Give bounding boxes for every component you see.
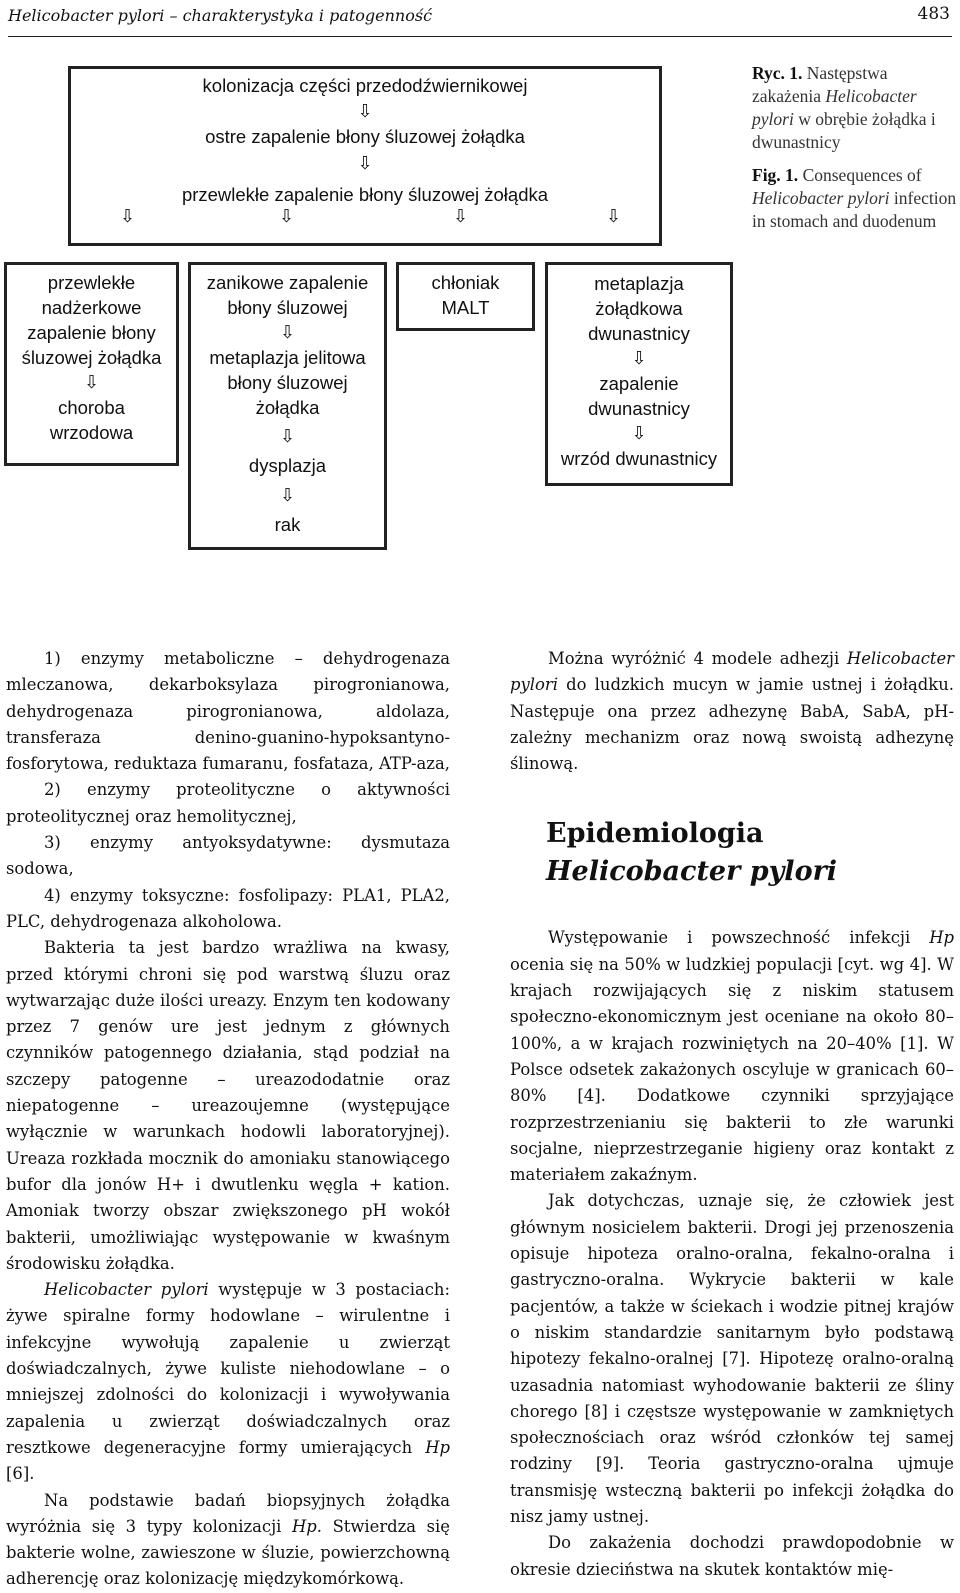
running-header <box>8 0 952 37</box>
down-arrow-icon: ⇩ <box>83 372 100 393</box>
text: do ludzkich mucyn w jamie ustnej i żołądku. Następuje ona przez adhezynę BabA, SabA, pH-zależny mechanizm oraz nową swoistą adhezynę ślinową. <box>510 675 954 774</box>
box-line: zapalenie błony <box>27 322 156 343</box>
outcome-box-duodenal <box>545 262 733 486</box>
text: występuje w 3 postaciach: żywe spiralne formy hodowlane – wirulentne i infekcyjne wywołują zapalenie u zwierząt doświadczalnych, żywe kuliste niehodowlane – o mniejszej zdolności do kolonizacji i wywoływania zapalenia u zwierząt doświadczalnych oraz resztkowe degeneracyjne formy umierających <box>6 1280 450 1457</box>
top-line-1: kolonizacja części przedodźwiernikowej <box>202 75 528 96</box>
top-box <box>68 66 662 246</box>
box-line: zanikowe zapalenie <box>206 272 369 293</box>
species-abbr: Hp. <box>292 1516 322 1536</box>
heading-line: Epidemiologia <box>546 818 764 850</box>
box-line: wrzód dwunastnicy <box>560 448 718 469</box>
box-line: metaplazja <box>594 273 684 294</box>
paragraph: Jak dotychczas, uznaje się, że człowiek jest głównym nosicielem bakterii. Drogi jej przenoszenia opisuje hipoteza oralno-oralna, fekalno-oralna i gastryczno-oralna. Wykrycie bakterii w kale pacjentów, a także w ściekach i wodzie pitnej krajów o niskim standardzie sanitarnym było podstawą hipotezy fekalno-oralnej [7]. Hipotezę oralno-oralną uzasadnia natomiast wyhodowanie bakterii ze śliny chorego [8] i częstsze występowanie w zamkniętych społecznościach oraz wśród członków tej samej rodziny [9]. Teoria gastryczno-oralna ujmuje transmisję wsteczną bakterii po infekcji żołądka do nisz jamy ustnej. <box>510 1191 954 1527</box>
caption-pl <box>752 62 958 154</box>
left-column <box>6 646 450 1593</box>
paragraph <box>6 1488 450 1593</box>
text: Na podstawie badań biopsyjnych żołądka wyróżnia się 3 typy kolonizacji <box>6 1490 450 1536</box>
paragraph <box>510 646 954 777</box>
box-line: śluzowej żołądka <box>21 347 162 368</box>
down-arrow-icon: ⇩ <box>357 153 373 174</box>
species-name: Helicobacter pylori <box>510 649 955 695</box>
species-abbr: Hp <box>425 1437 450 1457</box>
box-line: żołądkowa <box>595 298 683 319</box>
paragraph: 3) enzymy antyoksydatywne: dysmutaza sodowa, <box>6 833 450 879</box>
caption-species: Helicobacter pylori <box>752 86 917 129</box>
heading-species: Helicobacter pylori <box>546 856 838 888</box>
down-arrow-icon: ⇩ <box>357 101 373 122</box>
box-line: chłoniak <box>431 272 500 293</box>
top-line-3: przewlekłe zapalenie błony śluzowej żołądka <box>181 184 549 205</box>
box-line: żołądka <box>255 397 320 418</box>
figure-caption <box>752 62 958 243</box>
box-line: rak <box>274 514 301 535</box>
paragraph: 1) enzymy metaboliczne – dehydrogenaza mleczanowa, dekarboksylaza pirogronianowa, dehydrogenaza pirogronianowa, aldolaza, transferaza denino-guanino-hypoksantyno-fosforytowa, reduktaza fumaranu, fosfataza, ATP-aza, <box>6 649 450 774</box>
caption-text: infection in stomach and duodenum <box>752 188 957 231</box>
paragraph <box>6 1277 450 1487</box>
down-arrow-icon: ⇩ <box>606 206 622 227</box>
down-arrow-icon: ⇩ <box>279 485 296 506</box>
right-column <box>510 646 954 1583</box>
paragraph: Do zakażenia dochodzi prawdopodobnie w okresie dzieciństwa na skutek kontaktów mię- <box>510 1533 954 1579</box>
caption-en <box>752 164 958 233</box>
outcome-box-atrophic-gastritis <box>188 262 387 550</box>
down-arrow-icon: ⇩ <box>631 423 647 444</box>
page-number: 483 <box>917 4 950 24</box>
paragraph: 2) enzymy proteolityczne o aktywności proteolitycznej oraz hemolitycznej, <box>6 780 450 826</box>
paragraph: Bakteria ta jest bardzo wrażliwa na kwasy, przed którymi chroni się pod warstwą śluzu oraz wytwarzając duże ilości ureazy. Enzym ten kodowany przez 7 genów ure jest jednym z głównych czynników patogennego działania, stąd podział na szczepy patogenne – ureazododatnie oraz niepatogenne – ureazoujemne (występujące wyłącznie w warunkach hodowli laboratoryjnej). Ureaza rozkłada mocznik do amoniaku stanowiącego bufor dla jonów H+ i dwutlenku węgla + kation. Amoniak tworzy obszar zwiększonego pH wokół bakterii, umożliwiając występowanie w kwaśnym środowisku żołądka. <box>6 938 450 1273</box>
running-title: Helicobacter pylori – charakterystyka i patogenność <box>8 6 433 25</box>
species-abbr: Hp <box>929 928 954 948</box>
paragraph <box>510 925 954 1188</box>
outcome-box-erosive-gastritis <box>4 262 179 466</box>
text: Można wyróżnić 4 modele adhezji <box>548 649 840 668</box>
box-line: nadżerkowe <box>41 297 142 318</box>
box-line: dwunastnicy <box>588 398 690 419</box>
box-line: błony śluzowej <box>227 372 348 393</box>
outcome-box-malt <box>396 262 535 331</box>
caption-species: Helicobacter pylori <box>752 188 890 208</box>
down-arrow-icon: ⇩ <box>279 426 296 447</box>
down-arrow-icon: ⇩ <box>120 206 136 227</box>
down-arrow-icon: ⇩ <box>279 206 295 227</box>
text: Występowanie i powszechność infekcji <box>548 928 911 948</box>
down-arrow-icon: ⇩ <box>631 348 647 369</box>
caption-label: Fig. 1. <box>752 165 799 185</box>
section-heading <box>546 815 954 891</box>
text: [6]. <box>6 1464 35 1484</box>
box-line: metaplazja jelitowa <box>209 347 366 368</box>
down-arrow-icon: ⇩ <box>279 322 296 343</box>
box-line: choroba <box>58 397 125 418</box>
caption-text: w obrębie żołądka i dwunastnicy <box>752 109 936 152</box>
box-line: wrzodowa <box>49 422 134 443</box>
down-arrow-icon: ⇩ <box>453 206 469 227</box>
text: ocenia się na 50% w ludzkiej populacji [cyt. wg 4]. W krajach rozwijających się z niskim statusem społeczno-ekonomicznym jest oceniane na około 80–100%, a w krajach rozwiniętych na 20–40% [1]. W Polsce odsetek zakażonych oscyluje w granicach 60–80% [4]. Dodatkowe czynniki sprzyjające rozprzestrzenianiu się bakterii to złe warunki socjalne, nieprzestrzeganie higieny oraz kontakt z materiałem zakaźnym. <box>510 954 954 1185</box>
caption-text: Następstwa zakażenia <box>752 63 888 106</box>
box-line: dwunastnicy <box>588 323 690 344</box>
box-line: zapalenie <box>599 373 679 394</box>
top-line-2: ostre zapalenie błony śluzowej żołądka <box>205 126 525 147</box>
caption-text: Consequences of <box>802 165 922 185</box>
caption-label: Ryc. 1. <box>752 63 803 83</box>
box-line: przewlekłe <box>47 272 136 293</box>
paragraph: 4) enzymy toksyczne: fosfolipazy: PLA1, PLA2, PLC, dehydrogenaza alkoholowa. <box>6 885 450 931</box>
box-line: błony śluzowej <box>227 297 348 318</box>
box-line: MALT <box>441 297 490 318</box>
species-name: Helicobacter pylori <box>44 1280 209 1300</box>
text: Stwierdza się bakterie wolne, zawieszone w śluzie, powierzchowną adherencję oraz kolonizację międzykomórkową. <box>6 1516 450 1589</box>
box-line: dysplazja <box>248 455 327 476</box>
